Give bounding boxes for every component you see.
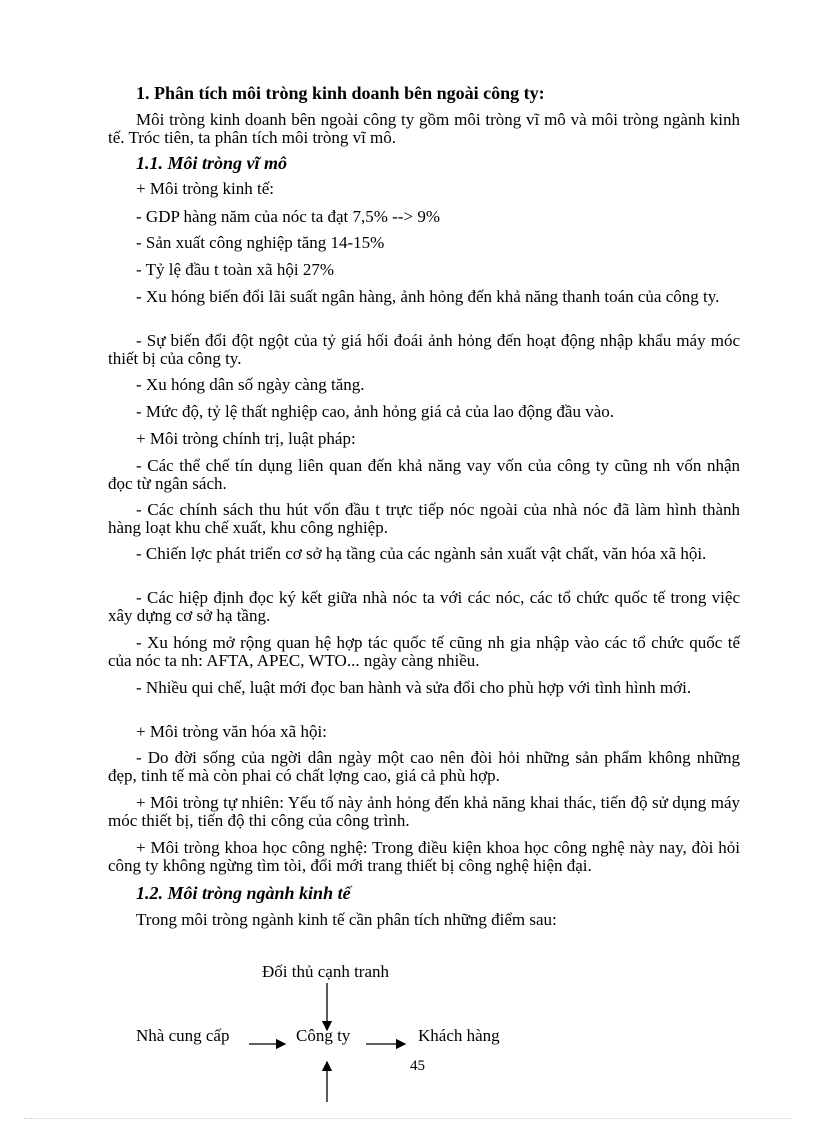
econ-item-7: - Mức độ, tỷ lệ thất nghiệp cao, ảnh hỏng giá cả của lao động đầu vào. bbox=[136, 402, 614, 421]
industry-intro: Trong môi tròng ngành kinh tế cần phân tích những điểm sau: bbox=[136, 910, 557, 929]
diagram-supplier: Nhà cung cấp bbox=[136, 1026, 230, 1045]
politics-item-3: - Chiến lợc phát triển cơ sở hạ tầng của các ngành sản xuất vật chất, văn hóa xã hội. bbox=[136, 544, 707, 563]
econ-item-1: - GDP hàng năm của nóc ta đạt 7,5% --> 9% bbox=[136, 207, 441, 226]
econ-item-3: - Tỷ lệ đầu t toàn xã hội 27% bbox=[136, 260, 334, 279]
politics-item-2: - Các chính sách thu hút vốn đầu t trực tiếp nóc ngoài của nhà nóc đã làm hình thành hàng loạt khu chế xuất, khu công nghiệp. bbox=[108, 500, 740, 537]
culture-paragraph: - Do đời sống của ngời dân ngày một cao nên đòi hỏi những sản phẩm không những đẹp, tinh tế mà còn phai có chất lợng cao, giá cả phù hợp. bbox=[108, 748, 740, 785]
econ-item-4: - Xu hóng biến đổi lãi suất ngân hàng, ảnh hỏng đến khả năng thanh toán của công ty. bbox=[136, 287, 720, 306]
diagram-company: Công ty bbox=[296, 1026, 351, 1045]
economic-heading: + Môi tròng kinh tế: bbox=[136, 179, 275, 198]
page-number: 45 bbox=[410, 1058, 425, 1074]
subheading-industry: 1.2. Môi tròng ngành kinh tế bbox=[136, 883, 351, 903]
culture-heading: + Môi tròng văn hóa xã hội: bbox=[136, 722, 327, 741]
nature-paragraph: + Môi tròng tự nhiên: Yếu tố này ảnh hỏng đến khả năng khai thác, tiến độ sử dụng máy móc thiết bị, tiến độ thi công của công trình. bbox=[108, 793, 740, 830]
econ-item-2: - Sản xuất công nghiệp tăng 14-15% bbox=[136, 233, 385, 252]
diagram-customer: Khách hàng bbox=[418, 1026, 500, 1045]
politics-heading: + Môi tròng chính trị, luật pháp: bbox=[136, 429, 356, 448]
intro-paragraph: Môi tròng kinh doanh bên ngoài công ty gồm môi tròng vĩ mô và môi tròng ngành kinh tế. Tróc tiên, ta phân tích môi tròng vĩ mô. bbox=[108, 110, 740, 147]
section-heading: 1. Phân tích môi tròng kinh doanh bên ngoài công ty: bbox=[136, 83, 545, 103]
politics-item-1: - Các thể chế tín dụng liên quan đến khả năng vay vốn của công ty cũng nh vốn nhận đọc từ ngân sách. bbox=[108, 456, 740, 493]
technology-paragraph: + Môi tròng khoa học công nghệ: Trong điều kiện khoa học công nghệ này nay, đòi hỏi công ty không ngừng tìm tòi, đổi mới trang thiết bị công nghệ hiện đại. bbox=[108, 838, 740, 875]
politics-item-6: - Nhiều qui chế, luật mới đọc ban hành và sửa đổi cho phù hợp với tình hình mới. bbox=[136, 678, 692, 697]
econ-item-6: - Xu hóng dân số ngày càng tăng. bbox=[136, 375, 365, 394]
page-bottom-rule bbox=[24, 1118, 792, 1119]
econ-item-5: - Sự biến đổi đột ngột của tỷ giá hối đoái ảnh hỏng đến hoạt động nhập khẩu máy móc thiết bị của công ty. bbox=[108, 331, 740, 368]
subheading-macro: 1.1. Môi tròng vĩ mô bbox=[136, 153, 288, 173]
diagram-competitor: Đối thủ cạnh tranh bbox=[262, 962, 389, 981]
politics-item-4: - Các hiệp định đọc ký kết giữa nhà nóc ta với các nóc, các tổ chức quốc tế trong việc xây dựng cơ sở hạ tầng. bbox=[108, 588, 740, 625]
politics-item-5: - Xu hóng mở rộng quan hệ hợp tác quốc tế cũng nh gia nhập vào các tổ chức quốc tế của nóc ta nh: AFTA, APEC, WTO... ngày càng nhiều. bbox=[108, 633, 740, 670]
